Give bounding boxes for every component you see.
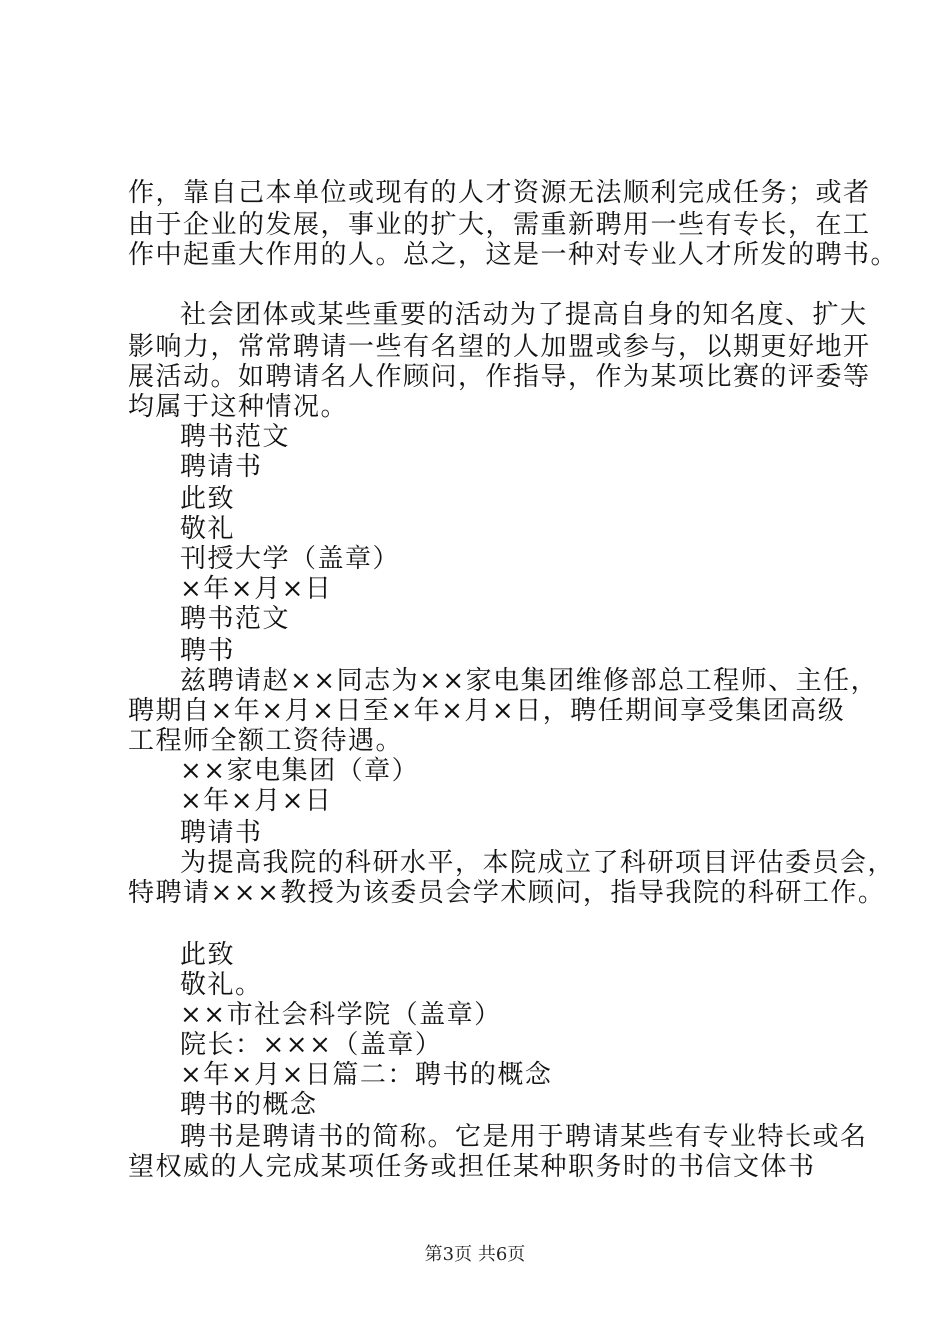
section-heading: 聘书的概念: [180, 1090, 318, 1120]
text-line: 为提高我院的科研水平，本院成立了科研项目评估委员会，: [180, 848, 896, 878]
text-line: 工程师全额工资待遇。: [128, 726, 404, 756]
text-line: 刊授大学（盖章）: [180, 544, 401, 574]
text-line: 此致: [180, 940, 236, 970]
text-line: 敬礼: [180, 514, 236, 544]
text-line: ××市社会科学院（盖章）: [180, 1000, 502, 1030]
text-line: 特聘请×××教授为该委员会学术顾问，指导我院的科研工作。: [128, 878, 886, 908]
text-line: 均属于这种情况。: [128, 392, 349, 422]
text-line: 望权威的人完成某项任务或担任某种职务时的书信文体书: [128, 1152, 816, 1182]
text-line: 敬礼。: [180, 970, 263, 1000]
text-line: ××家电集团（章）: [180, 756, 420, 786]
text-line: 展活动。如聘请名人作顾问，作指导，作为某项比赛的评委等: [128, 362, 871, 392]
text-line: 聘书: [180, 636, 236, 666]
text-line: 聘请书: [180, 452, 263, 482]
page-number-footer: 第3页 共6页: [424, 1244, 526, 1265]
text-line: 兹聘请赵××同志为××家电集团维修部总工程师、主任，: [180, 666, 879, 696]
text-line: 院长：×××（盖章）: [180, 1030, 443, 1060]
section-heading: 聘书范文: [180, 604, 291, 634]
section-heading: 聘书范文: [180, 422, 291, 452]
date-line: ×年×月×日: [180, 786, 333, 816]
text-line: 聘请书: [180, 818, 263, 848]
text-line: 聘期自×年×月×日至×年×月×日，聘任期间享受集团高级: [128, 696, 846, 726]
text-line: 社会团体或某些重要的活动为了提高自身的知名度、扩大: [180, 300, 868, 330]
text-line: 由于企业的发展，事业的扩大，需重新聘用一些有专长，在工: [128, 210, 871, 240]
text-line: 作，靠自己本单位或现有的人才资源无法顺利完成任务；或者: [128, 178, 871, 208]
date-line: ×年×月×日: [180, 574, 333, 604]
date-line: ×年×月×日篇二：聘书的概念: [180, 1060, 553, 1090]
text-line: 影响力，常常聘请一些有名望的人加盟或参与，以期更好地开: [128, 332, 871, 362]
text-line: 聘书是聘请书的简称。它是用于聘请某些有专业特长或名: [180, 1122, 868, 1152]
text-line: 此致: [180, 484, 236, 514]
text-line: 作中起重大作用的人。总之，这是一种对专业人才所发的聘书。: [128, 240, 899, 270]
